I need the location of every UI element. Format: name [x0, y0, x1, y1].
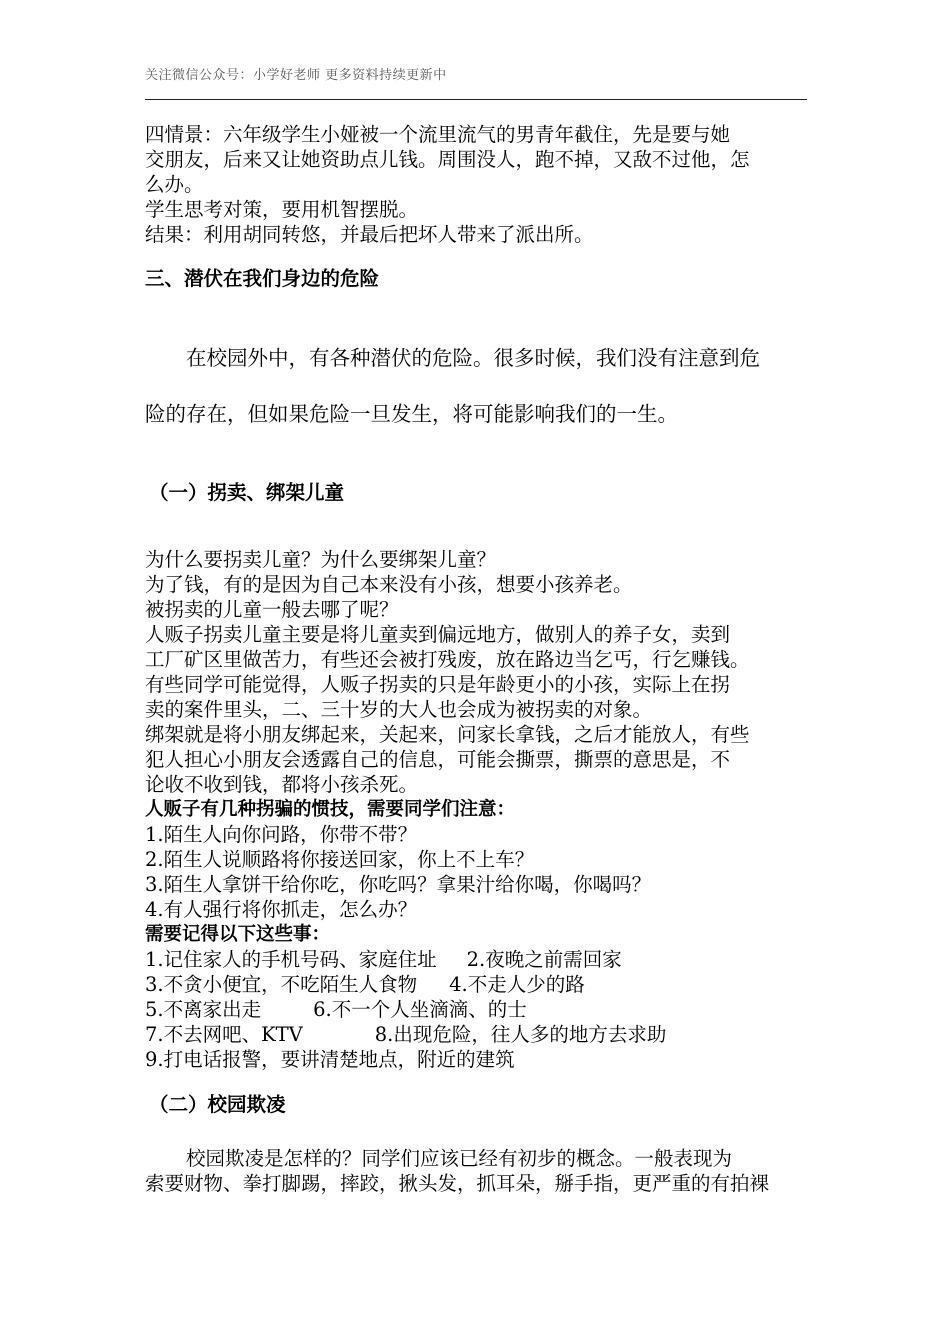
paragraph-line: 绑架就是将小朋友绑起来，关起来，问家长拿钱，之后才能放人，有些 [145, 723, 750, 746]
paragraph-line: 结果：利用胡同转悠，并最后把坏人带来了派出所。 [145, 223, 594, 246]
paragraph-line: 为什么要拐卖儿童？为什么要绑架儿童？ [145, 548, 497, 571]
list-item [145, 997, 810, 1022]
list-item-b: 8.出现危险，往人多的地方去求助 [374, 1023, 667, 1046]
paragraph-line: 卖的案件里头，二、三十岁的大人也会成为被拐卖的对象。 [145, 698, 653, 721]
list-item: 1.陌生人向你问路，你带不带？ [145, 823, 418, 846]
list-item-a: 5.不离家出走 [145, 998, 262, 1021]
paragraph-line: 论收不收到钱，都将小孩杀死。 [145, 773, 419, 796]
paragraph-line: 为了钱，有的是因为自己本来没有小孩，想要小孩养老。 [145, 573, 633, 596]
paragraph-line: 险的存在，但如果危险一旦发生，将可能影响我们的一生。 [145, 402, 678, 426]
list-item-a: 9.打电话报警，要讲清楚地点，附近的建筑 [145, 1048, 515, 1071]
subsection-1-body [145, 547, 810, 1072]
paragraph-line: 在校园外中，有各种潜伏的危险。很多时候，我们没有注意到危 [186, 346, 760, 370]
scenario-4 [145, 122, 810, 247]
paragraph-line: 交朋友，后来又让她资助点儿钱。周围没人，跑不掉，又敌不过他，怎 [145, 148, 750, 171]
list-item: 3.陌生人拿饼干给你吃，你吃吗？拿果汁给你喝，你喝吗？ [145, 873, 652, 896]
paragraph-line: 有些同学可能觉得，人贩子拐卖的只是年龄更小的小孩，实际上在拐 [145, 673, 731, 696]
section-3-title: 三、潜伏在我们身边的危险 [145, 267, 380, 290]
paragraph-line: 工厂矿区里做苦力，有些还会被打残废，放在路边当乞丐，行乞赚钱。 [145, 648, 750, 671]
list-item-b: 2.夜晚之前需回家 [466, 948, 622, 971]
list-item [145, 972, 810, 997]
paragraph-line: 犯人担心小朋友会透露自己的信息，可能会撕票，撕票的意思是，不 [145, 748, 731, 771]
paragraph-line: 索要财物、拳打脚踢，摔跤，揪头发，抓耳朵，掰手指，更严重的有拍裸 [145, 1172, 770, 1195]
paragraph-line: 人贩子拐卖儿童主要是将儿童卖到偏远地方，做别人的养子女，卖到 [145, 623, 731, 646]
paragraph-line: 四情景：六年级学生小娅被一个流里流气的男青年截住，先是要与她 [145, 123, 731, 146]
paragraph-line: 被拐卖的儿童一般去哪了呢？ [145, 598, 399, 621]
paragraph-line: 校园欺凌是怎样的？同学们应该已经有初步的概念。一般表现为 [186, 1147, 733, 1170]
list-item: 4.有人强行将你抓走，怎么办？ [145, 898, 418, 921]
page-header: 关注微信公众号：小学好老师 更多资料持续更新中 [145, 68, 447, 83]
subsection-2-title: （二）校园欺凌 [149, 1093, 286, 1116]
list-item-b: 6.不一个人坐滴滴、的士 [313, 998, 527, 1021]
subsection-2-body [145, 1146, 810, 1196]
list-item-b: 4.不走人少的路 [449, 973, 585, 996]
section-3-intro [145, 330, 810, 442]
list-item-a: 1.记住家人的手机号码、家庭住址 [145, 948, 437, 971]
tricks-heading: 人贩子有几种拐骗的惯技，需要同学们注意： [145, 799, 516, 820]
list-item [145, 947, 810, 972]
list-item-a: 7.不去网吧、KTV [145, 1023, 303, 1046]
document-body [145, 120, 810, 1196]
subsection-1-title: （一）拐卖、绑架儿童 [149, 481, 345, 504]
remember-heading: 需要记得以下这些事： [145, 924, 331, 945]
paragraph-line: 么办。 [145, 173, 204, 196]
list-item [145, 1047, 810, 1072]
paragraph-line: 学生思考对策，要用机智摆脱。 [145, 198, 419, 221]
list-item-a: 3.不贪小便宜，不吃陌生人食物 [145, 973, 418, 996]
list-item [145, 1022, 810, 1047]
list-item: 2.陌生人说顺路将你接送回家，你上不上车？ [145, 848, 535, 871]
header-divider [145, 99, 807, 100]
